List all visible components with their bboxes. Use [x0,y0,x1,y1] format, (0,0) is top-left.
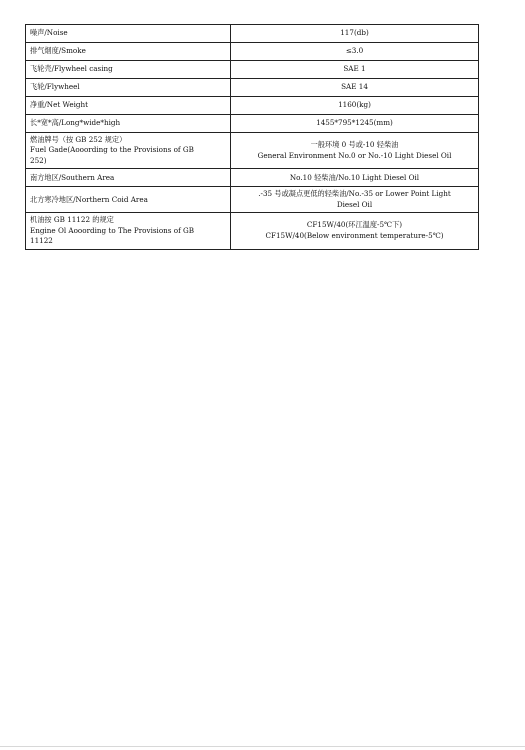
table-row [26,97,479,115]
table-row [26,169,479,187]
row-value: 一般环境 0 号或-10 轻柴油 General Environment No.0 or No.-10 Light Diesel Oil [231,133,479,169]
row-label: 北方寒冷地区/Northern Coid Area [26,187,231,213]
row-value: CF15W/40(环江温度-5℃下) CF15W/40(Below environment temperature-5℃) [231,213,479,249]
table-row [26,43,479,61]
row-label: 长*宽*高/Long*wide*high [26,115,231,133]
table-row [26,79,479,97]
row-value: 1455*795*1245(mm) [231,115,479,133]
table-row [26,25,479,43]
table-row [26,115,479,133]
table-row [26,133,479,169]
row-label: 燃油牌号（按 GB 252 规定） Fuel Gade(Aooording to the Provisions of GB 252) [26,133,231,169]
table-row [26,187,479,213]
row-label: 飞轮/Flywheel [26,79,231,97]
spec-table [25,24,479,250]
row-value: 1160(kg) [231,97,479,115]
row-label: 排气烟度/Smoke [26,43,231,61]
row-value: SAE 1 [231,61,479,79]
page-bottom-divider [0,746,525,747]
row-label: 机油按 GB 11122 的规定 Engine Ol Aooording to The Provisions of GB 11122 [26,213,231,249]
table-row [26,61,479,79]
row-label: 噪声/Noise [26,25,231,43]
row-label: 净重/Net Weight [26,97,231,115]
row-value: SAE 14 [231,79,479,97]
row-value: ≤3.0 [231,43,479,61]
row-label: 南方地区/Southern Area [26,169,231,187]
row-value: .-35 号或凝点更低的轻柴油/No.-35 or Lower Point Light Diesel Oil [231,187,479,213]
row-label: 飞轮壳/Flywheel casing [26,61,231,79]
row-value: No.10 轻柴油/No.10 Light Diesel Oil [231,169,479,187]
row-value: 117(db) [231,25,479,43]
table-row [26,213,479,249]
